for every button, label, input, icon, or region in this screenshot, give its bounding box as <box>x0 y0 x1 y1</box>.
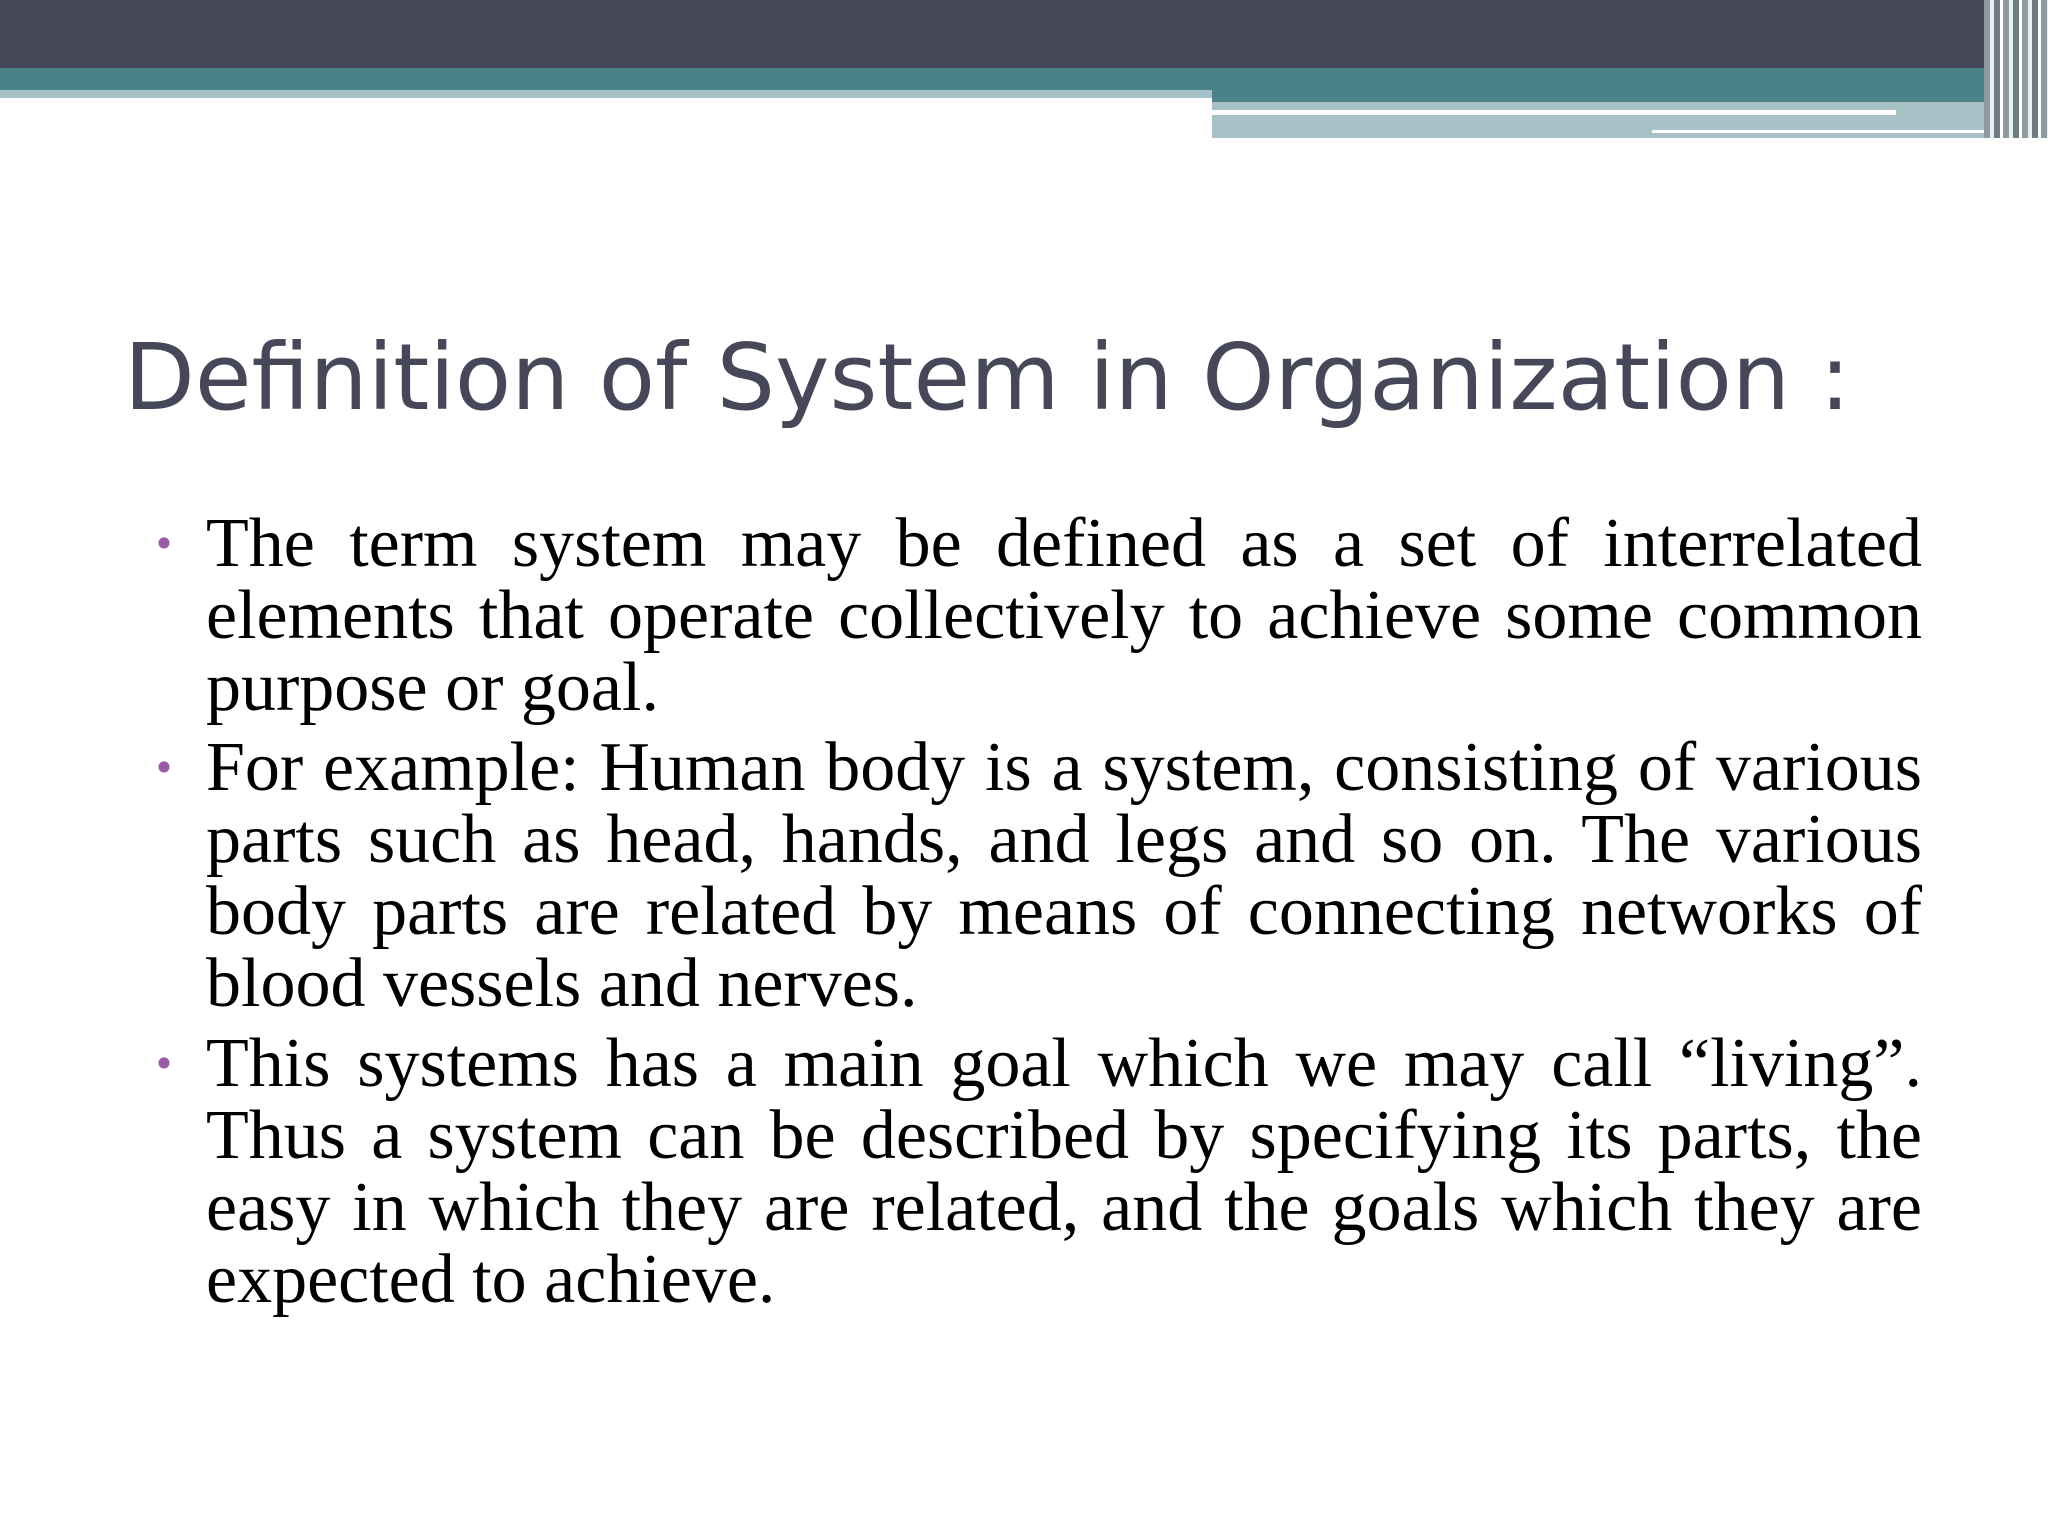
header-stripes-decoration <box>1984 0 2048 138</box>
bullet-item <box>152 1025 1922 1318</box>
header-banner-dark <box>0 0 2048 68</box>
header-banner-teal <box>0 68 2048 90</box>
bullet-list <box>152 505 1922 1324</box>
bullet-text: The term system may be defined as a set of interrelated elements that operate collectively to achieve some common purpose or goal. <box>206 505 1922 726</box>
bullet-item <box>152 505 1922 726</box>
bullet-text: This systems has a main goal which we may call “living”. Thus a system can be described by specifying its parts, the easy in which they are related, and the goals which they are expected to achieve. <box>206 1025 1922 1318</box>
bullet-marker-icon: • <box>152 1042 176 1086</box>
header-banner-teal-right <box>1212 90 2048 102</box>
header-accent-line <box>1212 110 1896 115</box>
bullet-marker-icon: • <box>152 746 176 790</box>
bullet-text: For example: Human body is a system, consisting of various parts such as head, hands, and legs and so on. The various body parts are related by means of connecting networks of blood vessels and nerves. <box>206 729 1922 1022</box>
slide-title: Definition of System in Organization : <box>124 324 1851 431</box>
header-banner-light-left <box>0 90 1212 98</box>
bullet-item <box>152 729 1922 1022</box>
bullet-marker-icon: • <box>152 522 176 566</box>
